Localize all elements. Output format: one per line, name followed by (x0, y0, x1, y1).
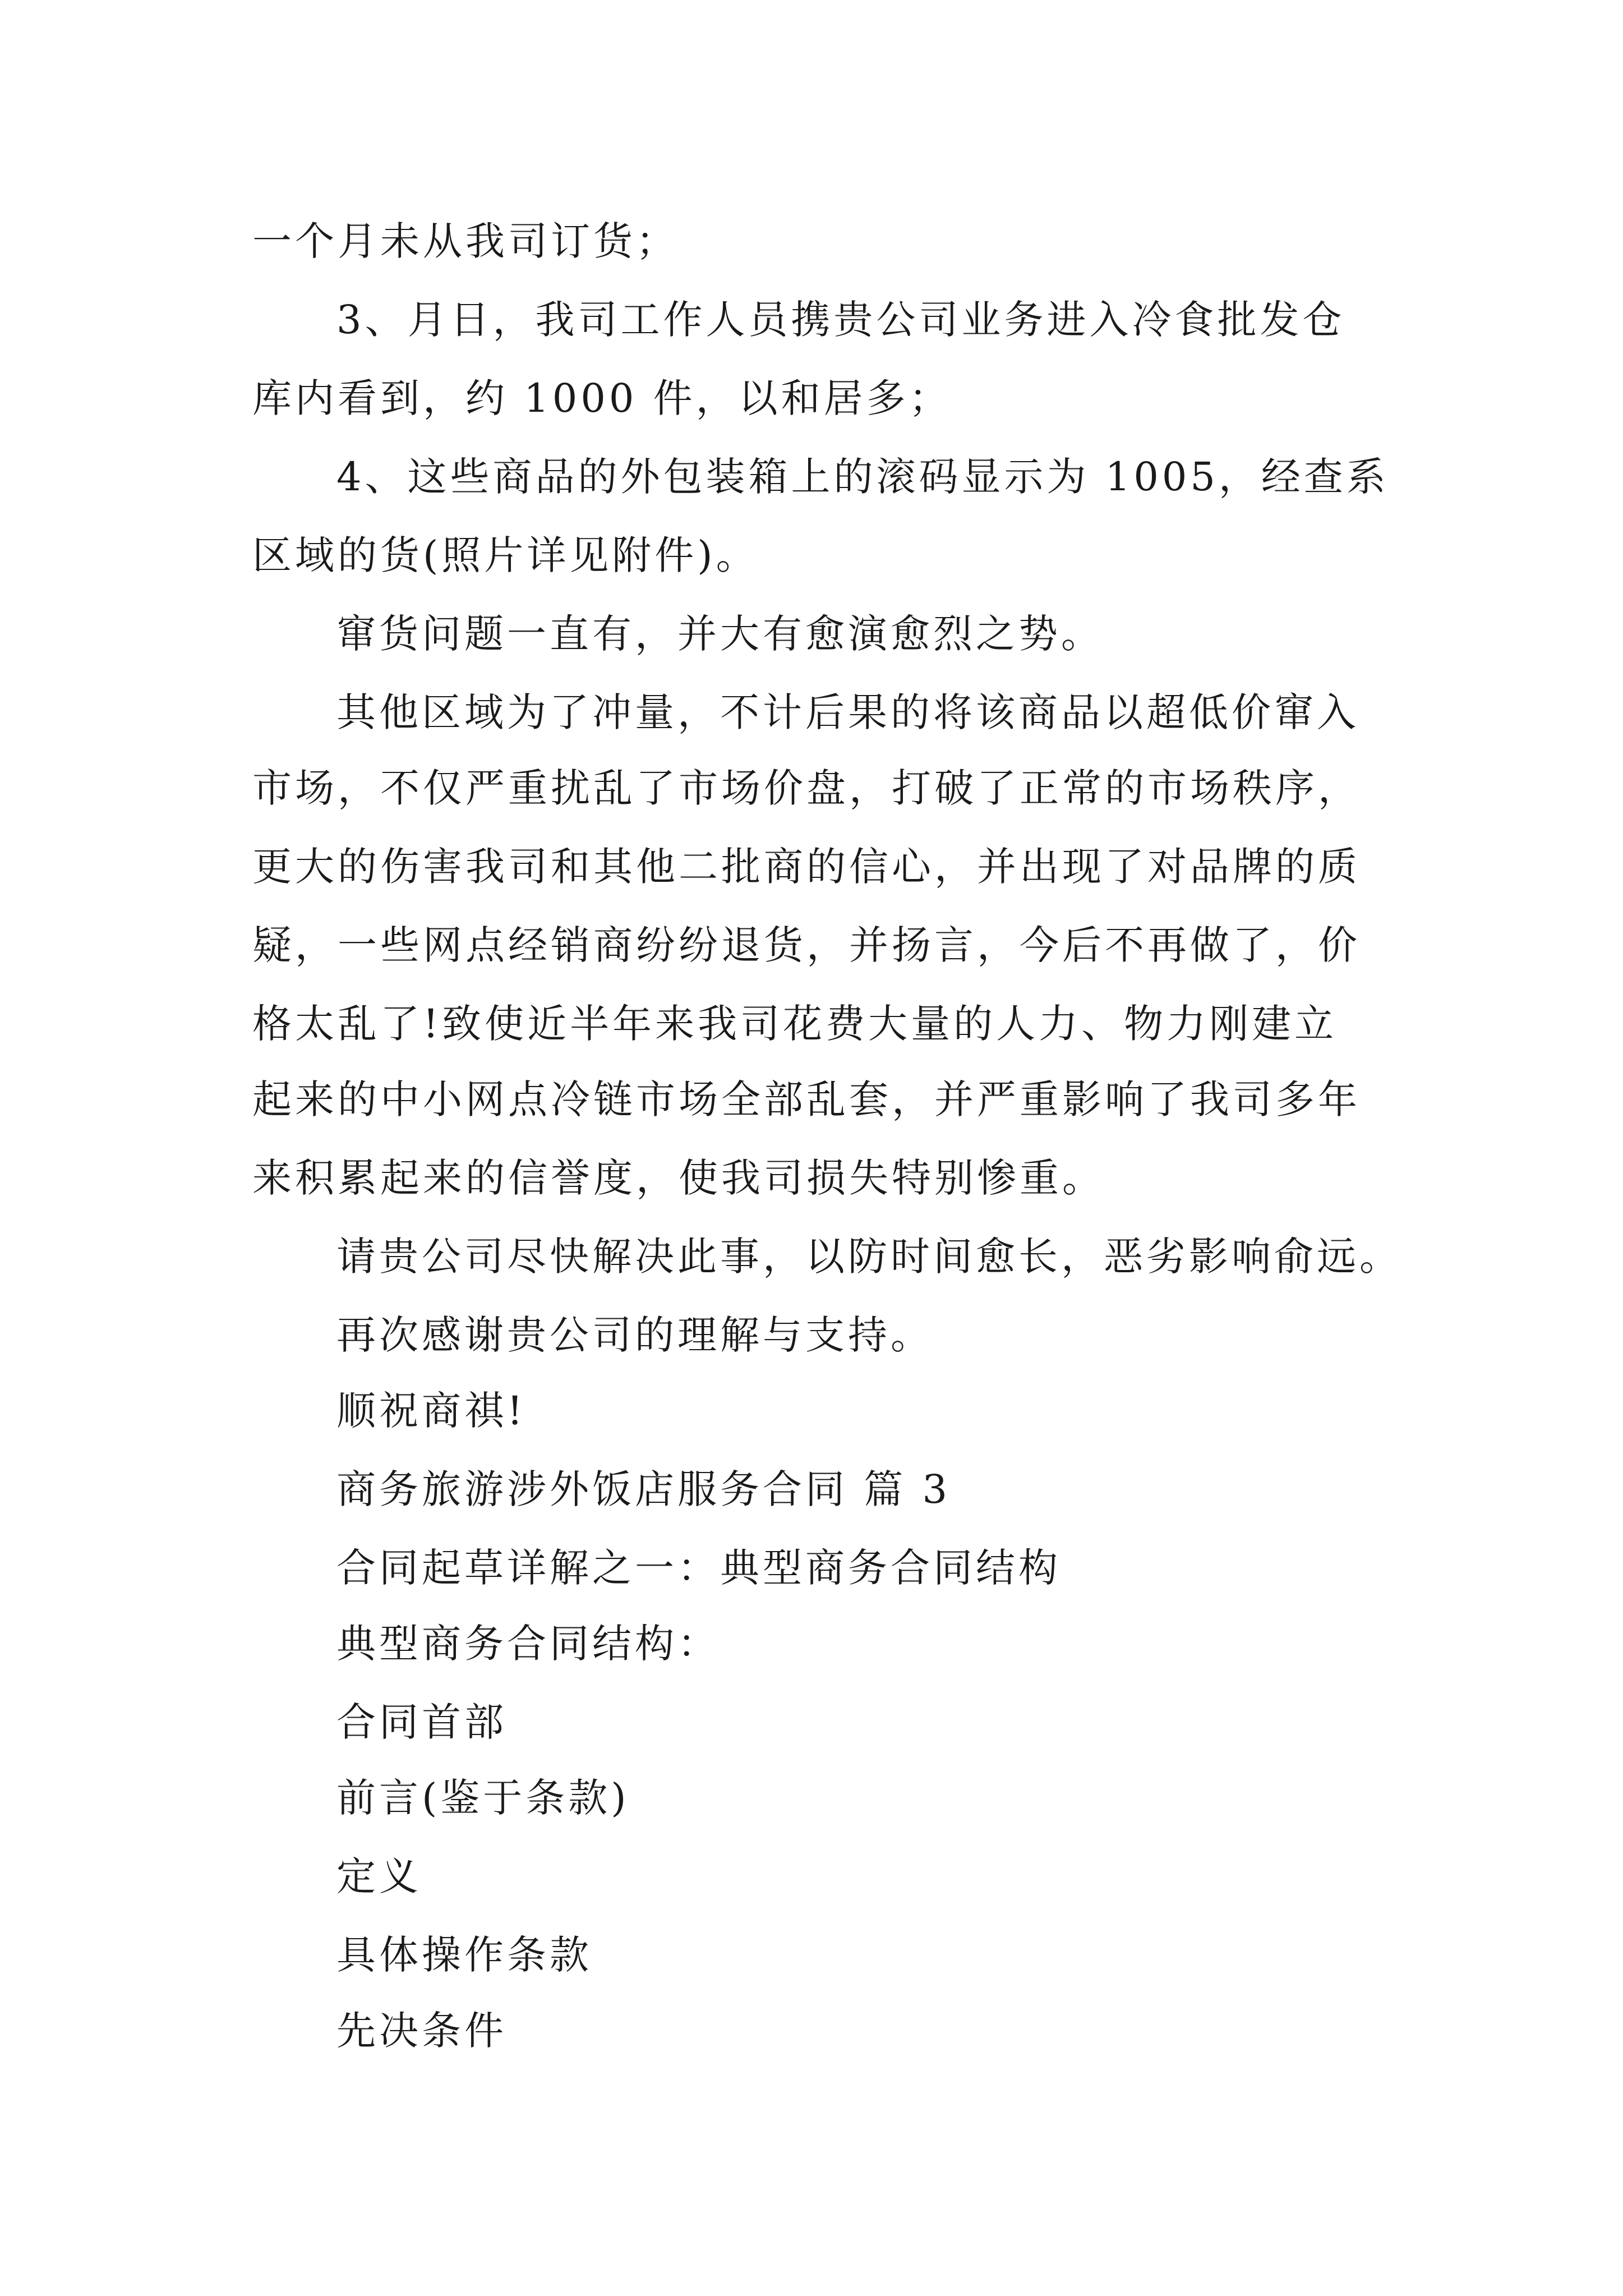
paragraph-line: 4、这些商品的外包装箱上的滚码显示为 1005，经查系 (336, 454, 1389, 500)
paragraph-line: 更大的伤害我司和其他二批商的信心，并出现了对品牌的质 (252, 844, 1361, 890)
paragraph-line: 请贵公司尽快解决此事，以防时间愈长，恶劣影响俞远。 (336, 1234, 1402, 1280)
list-item: 先决条件 (336, 2008, 507, 2054)
paragraph-line: 疑，一些网点经销商纷纷退货，并扬言，今后不再做了，价 (252, 922, 1361, 968)
closing-line: 顺祝商祺! (336, 1388, 527, 1434)
paragraph-line: 起来的中小网点冷链市场全部乱套，并严重影响了我司多年 (252, 1076, 1361, 1122)
section-title: 商务旅游涉外饭店服务合同 篇 3 (336, 1466, 951, 1512)
paragraph-line: 3、月日，我司工作人员携贵公司业务进入冷食批发仓 (336, 297, 1345, 343)
list-item: 具体操作条款 (336, 1932, 592, 1978)
paragraph-line: 市场，不仅严重扰乱了市场价盘，打破了正常的市场秩序， (252, 765, 1361, 811)
paragraph-line: 区域的货(照片详见附件)。 (252, 532, 759, 578)
list-item: 前言(鉴于条款) (336, 1775, 630, 1821)
list-item: 合同首部 (336, 1699, 507, 1745)
paragraph-line: 格太乱了!致使近半年来我司花费大量的人力、物力刚建立 (252, 1001, 1338, 1047)
paragraph-line: 库内看到，约 1000 件，以和居多； (252, 375, 952, 421)
section-subtitle: 合同起草详解之一：典型商务合同结构 (336, 1545, 1061, 1591)
paragraph-line: 窜货问题一直有，并大有愈演愈烈之势。 (336, 611, 1104, 657)
paragraph-line: 其他区域为了冲量，不计后果的将该商品以超低价窜入 (336, 689, 1359, 735)
paragraph-line: 再次感谢贵公司的理解与支持。 (336, 1312, 933, 1358)
paragraph-line: 一个月未从我司订货； (252, 218, 679, 264)
paragraph-line: 典型商务合同结构： (336, 1621, 720, 1667)
paragraph-line: 来积累起来的信誉度，使我司损失特别惨重。 (252, 1155, 1105, 1201)
list-item: 定义 (336, 1853, 422, 1899)
